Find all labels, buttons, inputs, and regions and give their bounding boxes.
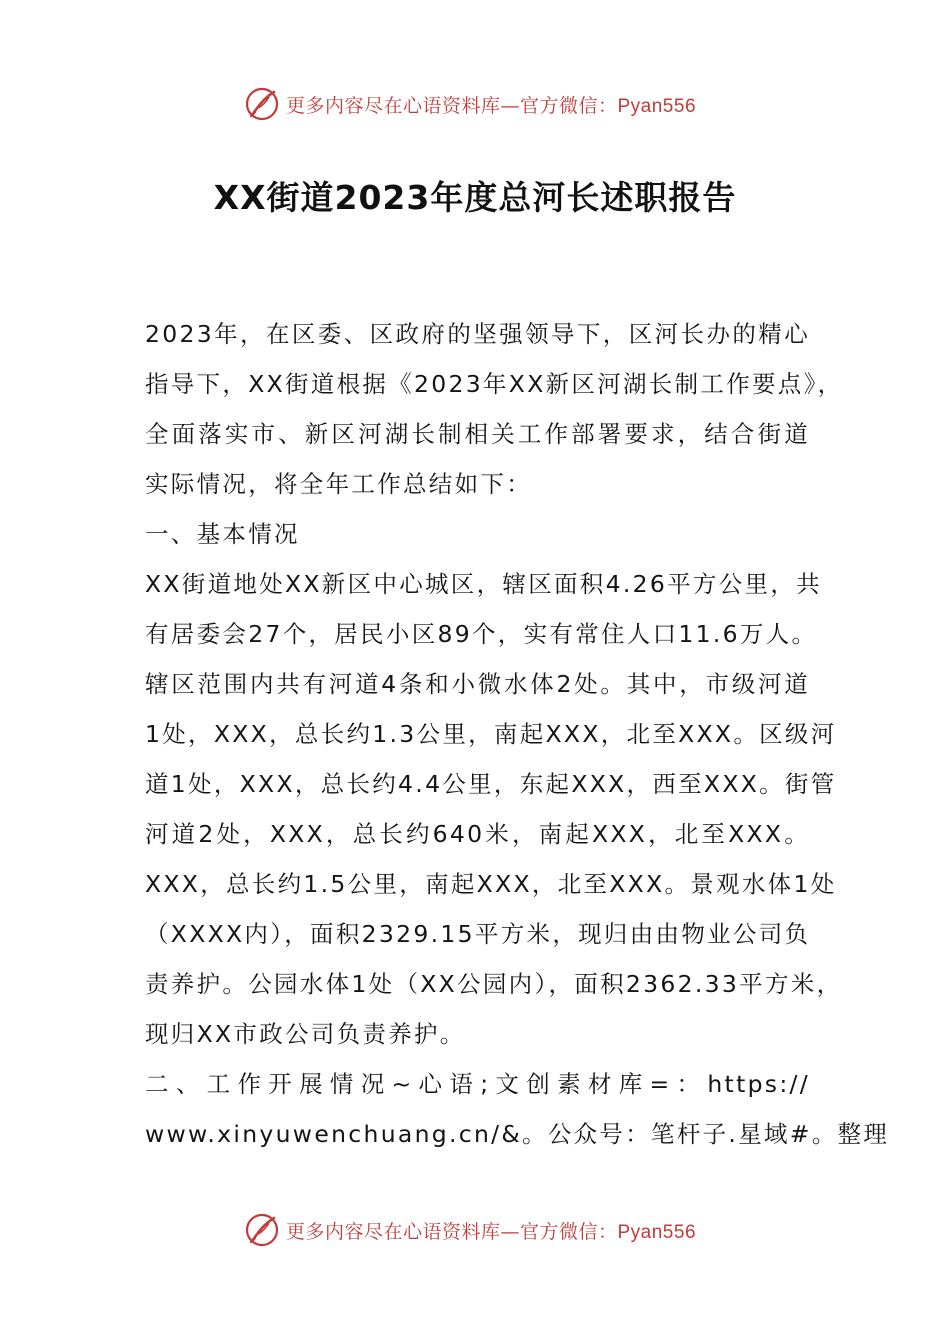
- body-line: 1处，XXX，总长约1.3公里，南起XXX，北至XXX。区级河: [145, 720, 837, 748]
- body-line: 实际情况，将全年工作总结如下：: [145, 470, 532, 498]
- body-line: 有居委会27个，居民小区89个，实有常住人口11.6万人。: [145, 620, 818, 648]
- watermark-account: Pyan556: [617, 95, 697, 117]
- body-line: （XXXX内），面积2329.15平方米，现归由由物业公司负: [145, 920, 811, 948]
- page-title: XX街道2023年度总河长述职报告: [213, 178, 737, 217]
- footer-watermark: [0, 1210, 950, 1250]
- watermark-account: Pyan556: [617, 1221, 697, 1243]
- body-line: 辖区范围内共有河道4条和小微水体2处。其中，市级河道: [145, 670, 810, 698]
- quill-logo-icon: [244, 86, 280, 122]
- header-watermark: [0, 84, 950, 124]
- body-line: XX街道地处XX新区中心城区，辖区面积4.26平方公里，共: [145, 570, 822, 598]
- body-line: www.xinyuwenchuang.cn/&。公众号：笔杆子.星域#。整理: [145, 1120, 890, 1148]
- body-line: XXX，总长约1.5公里，南起XXX，北至XXX。景观水体1处: [145, 870, 837, 898]
- body-line: 2023年，在区委、区政府的坚强领导下，区河长办的精心: [145, 320, 810, 348]
- body-line: 道1处，XXX，总长约4.4公里，东起XXX，西至XXX。街管: [145, 770, 837, 798]
- body-line: 全面落实市、新区河湖长制相关工作部署要求，结合街道: [145, 420, 810, 448]
- report-body: [145, 314, 890, 1164]
- body-line: 指导下，XX街道根据《2023年XX新区河湖长制工作要点》，: [145, 370, 844, 398]
- quill-logo-icon: [244, 1212, 280, 1248]
- section-heading: 二、工作开展情况~心语;文创素材库=：https://: [145, 1070, 810, 1098]
- body-line: 责养护。公园水体1处（XX公园内），面积2362.33平方米，: [145, 970, 843, 998]
- body-line: 河道2处，XXX，总长约640米，南起XXX，北至XXX。: [145, 820, 810, 848]
- watermark-text: 更多内容尽在心语资料库—官方微信：Pyan556: [285, 94, 697, 117]
- watermark-text: 更多内容尽在心语资料库—官方微信：Pyan556: [285, 1220, 697, 1243]
- section-heading: 一、基本情况: [145, 520, 300, 548]
- body-line: 现归XX市政公司负责养护。: [145, 1020, 466, 1048]
